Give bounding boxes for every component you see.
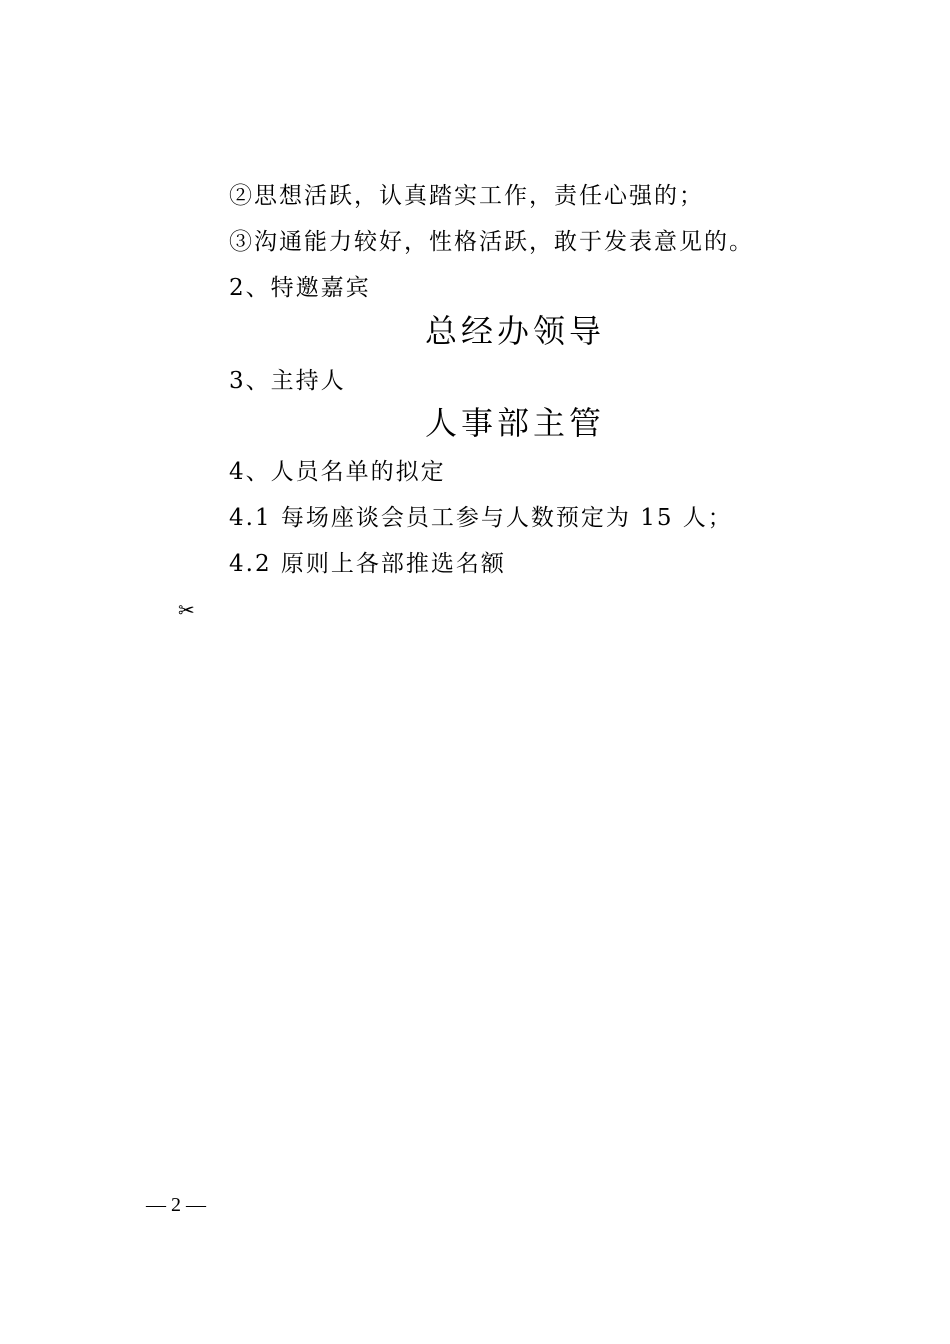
scissors-icon: ✂ xyxy=(178,598,195,622)
page-number: — 2 — xyxy=(146,1194,206,1216)
list-item-4-2: 4.2 原则上各部推选名额 xyxy=(229,551,506,577)
list-item-criterion-3: ③沟通能力较好，性格活跃，敢于发表意见的。 xyxy=(229,229,754,255)
list-item-4-1: 4.1 每场座谈会员工参与人数预定为 15 人； xyxy=(229,505,733,531)
special-guest-value: 总经办领导 xyxy=(424,312,605,350)
section-heading-host: 3、主持人 xyxy=(229,368,346,394)
section-heading-special-guest: 2、特邀嘉宾 xyxy=(229,275,371,301)
host-value: 人事部主管 xyxy=(424,404,605,442)
section-heading-name-list: 4、人员名单的拟定 xyxy=(229,459,446,485)
list-item-criterion-2: ②思想活跃，认真踏实工作，责任心强的； xyxy=(229,183,704,209)
